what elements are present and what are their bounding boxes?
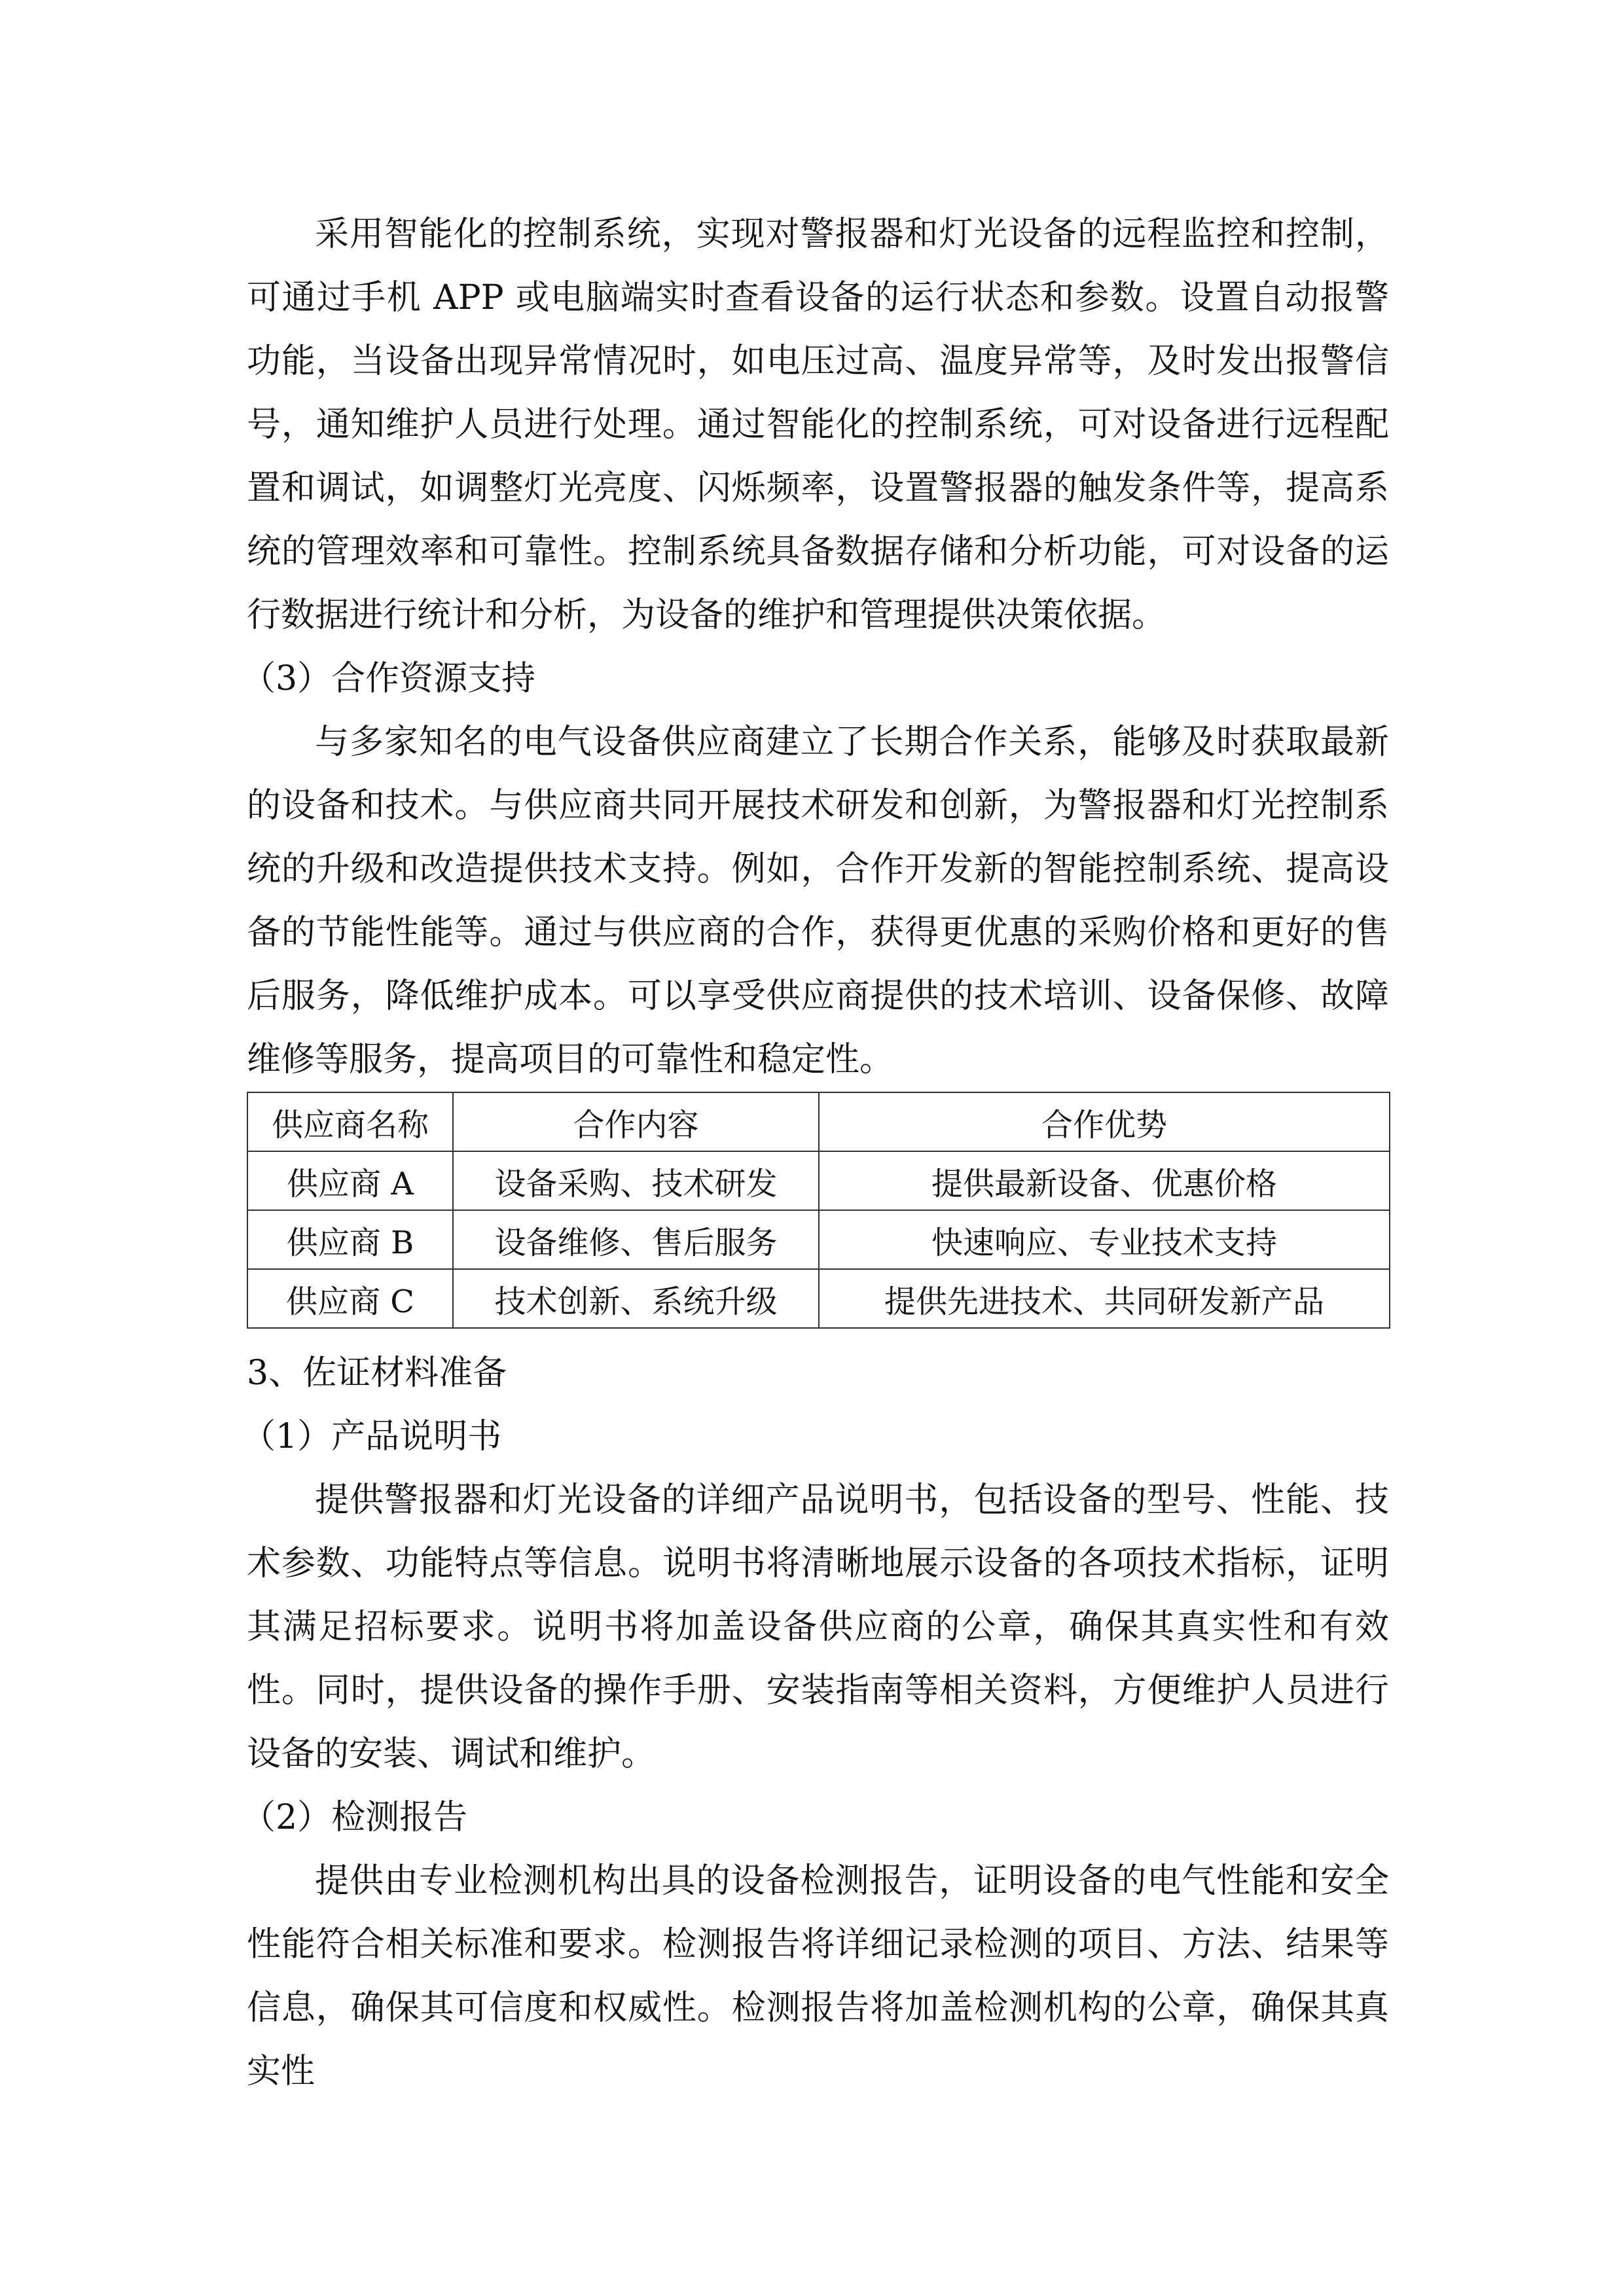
table-cell: 快速响应、专业技术支持 <box>819 1210 1390 1269</box>
report-paragraph: 提供由专业检测机构出具的设备检测报告，证明设备的电气性能和安全性能符合相关标准和要求。检测报告将详细记录检测的项目、方法、结果等信息，确保其可信度和权威性。检测报告将加盖检测机构的公章，确保其真实性 <box>247 1861 1389 2091</box>
table-header-cell: 合作内容 <box>453 1092 819 1151</box>
supplier-table <box>247 1092 1390 1329</box>
report-heading: （2）检测报告 <box>242 1798 468 1837</box>
table-cell: 供应商 C <box>247 1269 453 1328</box>
document-page <box>242 203 1389 2104</box>
table-cell: 设备维修、售后服务 <box>453 1210 819 1269</box>
table-row <box>247 1151 1390 1210</box>
manual-heading: （1）产品说明书 <box>242 1417 502 1456</box>
table-cell: 技术创新、系统升级 <box>453 1269 819 1328</box>
table-header-cell: 合作优势 <box>819 1092 1390 1151</box>
manual-paragraph: 提供警报器和灯光设备的详细产品说明书，包括设备的型号、性能、技术参数、功能特点等信息。说明书将清晰地展示设备的各项技术指标，证明其满足招标要求。说明书将加盖设备供应商的公章，确保其真实性和有效性。同时，提供设备的操作手册、安装指南等相关资料，方便维护人员进行设备的安装、调试和维护。 <box>247 1480 1389 1774</box>
table-header-cell: 供应商名称 <box>247 1092 453 1151</box>
table-cell: 供应商 B <box>247 1210 453 1269</box>
table-row <box>247 1269 1390 1328</box>
table-cell: 设备采购、技术研发 <box>453 1151 819 1210</box>
control-system-paragraph: 采用智能化的控制系统，实现对警报器和灯光设备的远程监控和控制，可通过手机 APP 或电脑端实时查看设备的运行状态和参数。设置自动报警功能，当设备出现异常情况时，如电压过高、温度异常等，及时发出报警信号，通知维护人员进行处理。通过智能化的控制系统，可对设备进行远程配置和调试，如调整灯光亮度、闪烁频率，设置警报器的触发条件等，提高系统的管理效率和可靠性。控制系统具备数据存储和分析功能，可对设备的运行数据进行统计和分析，为设备的维护和管理提供决策依据。 <box>247 215 1389 635</box>
table-header-row <box>247 1092 1390 1151</box>
table-row <box>247 1210 1390 1269</box>
cooperation-heading: （3）合作资源支持 <box>242 659 536 698</box>
table-cell: 供应商 A <box>247 1151 453 1210</box>
table-spacer <box>247 1329 1389 1342</box>
table-cell: 提供先进技术、共同研发新产品 <box>819 1269 1390 1328</box>
evidence-heading: 3、佐证材料准备 <box>247 1354 507 1393</box>
cooperation-paragraph: 与多家知名的电气设备供应商建立了长期合作关系，能够及时获取最新的设备和技术。与供应商共同开展技术研发和创新，为警报器和灯光控制系统的升级和改造提供技术支持。例如，合作开发新的智能控制系统、提高设备的节能性能等。通过与供应商的合作，获得更优惠的采购价格和更好的售后服务，降低维护成本。可以享受供应商提供的技术培训、设备保修、故障维修等服务，提高项目的可靠性和稳定性。 <box>247 723 1389 1079</box>
table-cell: 提供最新设备、优惠价格 <box>819 1151 1390 1210</box>
